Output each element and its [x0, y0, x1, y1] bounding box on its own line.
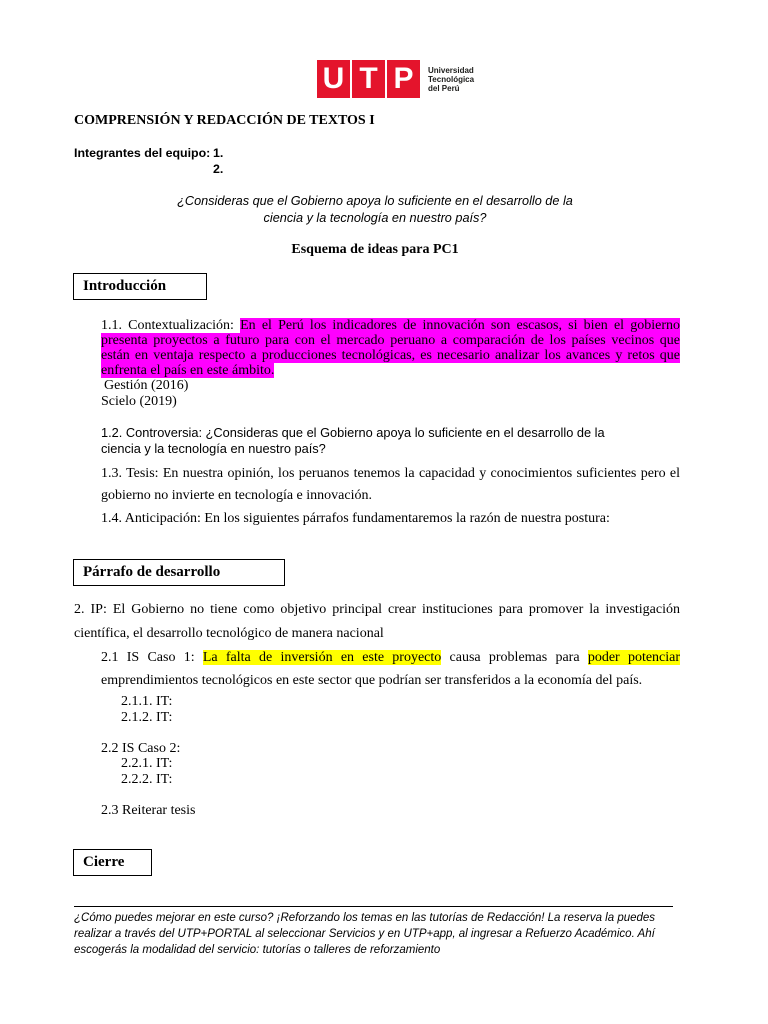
- logo-wordmark-line: Tecnológica: [428, 75, 475, 84]
- section-heading: Cierre: [83, 854, 125, 870]
- case-1-line: [101, 646, 680, 669]
- section-box-introduction: [73, 273, 207, 300]
- thesis-paragraph: [101, 463, 680, 507]
- footer-separator: [74, 906, 673, 907]
- footer-note-line: ¿Cómo puedes mejorar en este curso? ¡Reforzando los temas en las tutorías de Redacción! La reserva la puedes: [74, 912, 656, 924]
- thesis-line: 1.3. Tesis: En nuestra opinión, los peruanos tenemos la capacidad y conocimientos suficientes pero el: [101, 466, 680, 481]
- controversy-line: 1.2. Controversia: ¿Consideras que el Gobierno apoya lo suficiente en el desarrollo de la: [101, 425, 605, 440]
- controversy-paragraph: [101, 425, 605, 457]
- main-idea-line: científica, el desarrollo tecnológico de manera nacional: [74, 626, 384, 641]
- logo-wordmark-line: Universidad: [428, 66, 474, 75]
- section-heading: Párrafo de desarrollo: [83, 564, 221, 580]
- contextualization-line: [101, 318, 680, 333]
- guiding-question-line: ¿Consideras que el Gobierno apoya lo suficiente en el desarrollo de la: [177, 194, 573, 208]
- main-idea-paragraph: [74, 598, 680, 646]
- course-title: COMPRENSIÓN Y REDACCIÓN DE TEXTOS I: [74, 113, 375, 128]
- logo-letter-p: P: [387, 60, 420, 98]
- case-2-label: 2.2 IS Caso 2:: [101, 741, 181, 756]
- main-idea-line: 2. IP: El Gobierno no tiene como objetivo principal crear instituciones para promover la investigación: [74, 602, 680, 617]
- outline-title: Esquema de ideas para PC1: [291, 242, 459, 257]
- section-box-development: [73, 559, 285, 586]
- case-1-label: 2.1 IS Caso 1:: [101, 650, 195, 665]
- highlighted-text: La falta de inversión en este proyecto: [202, 650, 442, 665]
- footer-note-line: escogerás la modalidad del servicio: tutorías o talleres de reforzamiento: [74, 944, 441, 956]
- controversy-line: ciencia y la tecnología en nuestro país?: [101, 441, 326, 456]
- footer-note-line: realizar a través del UTP+PORTAL al seleccionar Servicios y en UTP+app, al ingresar a Refuerzo Académico. Ahí: [74, 928, 655, 940]
- guiding-question: [74, 193, 676, 227]
- case-1-text: causa problemas para: [449, 650, 580, 665]
- logo-letter-u: U: [317, 60, 350, 98]
- case-1-paragraph: [101, 646, 680, 692]
- logo-wordmark: [428, 66, 474, 93]
- highlighted-text: presenta proyectos a futuro para con el mercado peruano a comparación de los países vecinos que: [101, 333, 680, 348]
- logo-wordmark-line: del Perú: [428, 84, 460, 93]
- case-1-line: emprendimientos tecnológicos en este sector que podrían ser transferidos a la economía del país.: [101, 673, 643, 688]
- restate-thesis-item: 2.3 Reiterar tesis: [101, 803, 196, 818]
- anticipation-paragraph: 1.4. Anticipación: En los siguientes párrafos fundamentaremos la razón de nuestra postura:: [101, 511, 610, 526]
- outline-item: 2.2.2. IT:: [121, 772, 173, 787]
- team-member-1: 1.: [213, 146, 224, 160]
- logo-letter-t: T: [352, 60, 385, 98]
- guiding-question-line: ciencia y la tecnología en nuestro país?: [263, 211, 487, 225]
- contextualization-line: [101, 333, 680, 348]
- highlighted-text: enfrenta el país en este ámbito.: [101, 363, 275, 378]
- team-label: Integrantes del equipo:: [74, 146, 211, 160]
- highlighted-text: poder potenciar: [587, 650, 681, 665]
- contextualization-line: [101, 363, 680, 378]
- source-citation: Gestión (2016): [104, 378, 189, 393]
- outline-item: 2.2.1. IT:: [121, 756, 173, 771]
- team-member-2: 2.: [213, 162, 224, 176]
- footer-note: [74, 910, 655, 958]
- highlighted-text: están en ventaja respecto a producciones tecnológicas, es necesario analizar los avances y retos que: [101, 348, 680, 363]
- thesis-line: gobierno no invierte en tecnología e innovación.: [101, 488, 372, 503]
- section-heading: Introducción: [83, 278, 167, 294]
- contextualization-label: 1.1. Contextualización:: [101, 318, 234, 333]
- highlighted-text: En el Perú los indicadores de innovación son escasos, si bien el gobierno: [240, 318, 680, 333]
- contextualization-paragraph: [101, 318, 680, 378]
- outline-item: 2.1.1. IT:: [121, 694, 173, 709]
- contextualization-line: [101, 348, 680, 363]
- section-box-closing: [73, 849, 152, 876]
- outline-item: 2.1.2. IT:: [121, 710, 173, 725]
- source-citation: Scielo (2019): [101, 394, 177, 409]
